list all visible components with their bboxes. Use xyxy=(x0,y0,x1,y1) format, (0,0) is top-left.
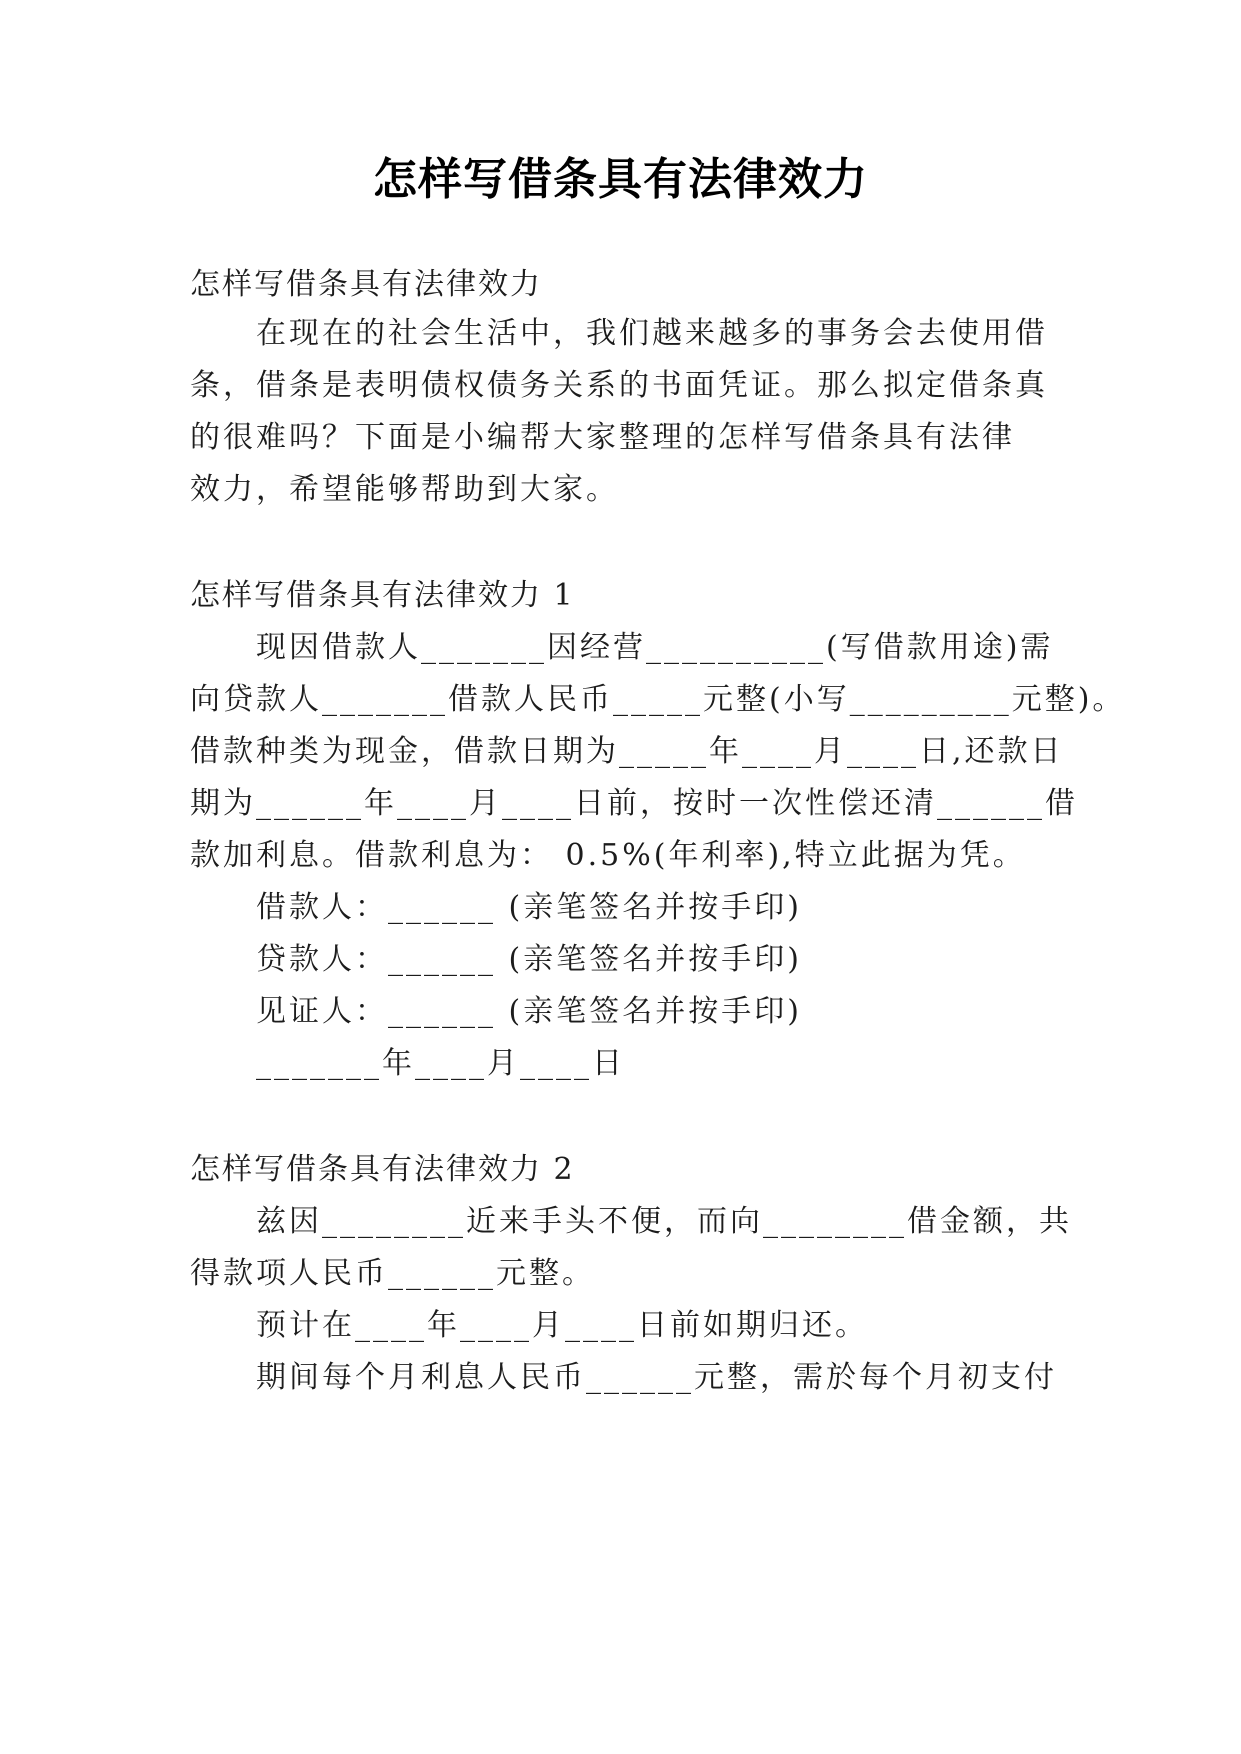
document-title: 怎样写借条具有法律效力 xyxy=(373,154,868,205)
borrower-signature-line: 借款人：______ (亲笔签名并按手印) xyxy=(256,890,802,925)
intro-line-2: 条，借条是表明债权债务关系的书面凭证。那么拟定借条真 xyxy=(190,368,1048,403)
section2-line-3: 预计在____年____月____日前如期归还。 xyxy=(256,1308,868,1343)
section1-line-3: 借款种类为现金，借款日期为_____年____月____日,还款日 xyxy=(190,734,1064,769)
section1-line-2: 向贷款人_______借款人民币_____元整(小写_________元整)。 xyxy=(190,682,1126,717)
section1-line-1: 现因借款人_______因经营__________(写借款用途)需 xyxy=(256,630,1054,665)
section2-line-1: 兹因________近来手头不便，而向________借金额，共 xyxy=(256,1204,1072,1239)
section2-line-2: 得款项人民币______元整。 xyxy=(190,1256,595,1291)
intro-line-1: 在现在的社会生活中，我们越来越多的事务会去使用借 xyxy=(256,316,1048,351)
section2-line-4: 期间每个月利息人民币______元整，需於每个月初支付 xyxy=(256,1360,1057,1395)
section2-heading: 怎样写借条具有法律效力 2 xyxy=(190,1152,575,1187)
intro-line-3: 的很难吗？下面是小编帮大家整理的怎样写借条具有法律 xyxy=(190,420,1015,455)
witness-signature-line: 见证人：______ (亲笔签名并按手印) xyxy=(256,994,802,1029)
intro-heading: 怎样写借条具有法律效力 xyxy=(190,267,542,302)
intro-line-4: 效力，希望能够帮助到大家。 xyxy=(190,472,619,507)
section1-line-4: 期为______年____月____日前，按时一次性偿还清______借 xyxy=(190,786,1078,821)
lender-signature-line: 贷款人：______ (亲笔签名并按手印) xyxy=(256,942,802,977)
section1-line-5: 款加利息。借款利息为： 0.5%(年利率),特立此据为凭。 xyxy=(190,838,1026,873)
section1-heading: 怎样写借条具有法律效力 1 xyxy=(190,578,575,613)
section1-date-line: _______年____月____日 xyxy=(256,1046,625,1081)
